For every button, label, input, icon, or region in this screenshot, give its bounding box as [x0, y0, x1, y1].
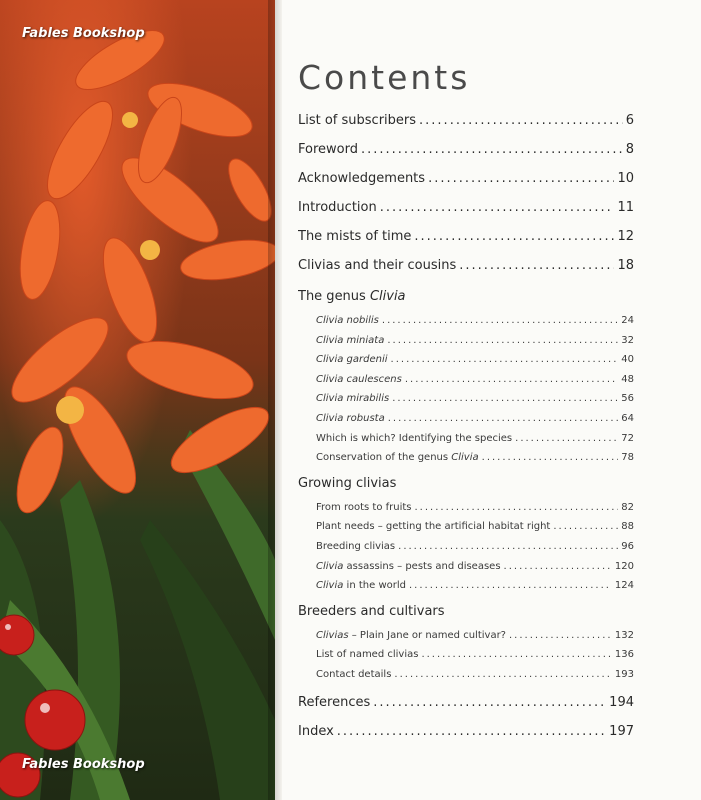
toc-page-number: 78 — [621, 452, 634, 464]
toc-page-number: 40 — [621, 354, 634, 366]
watermark-bottom: Fables Bookshop — [22, 757, 145, 772]
dot-leader — [373, 692, 606, 714]
toc-page-number: 96 — [621, 540, 634, 552]
dot-leader — [387, 332, 618, 349]
toc-entry-label: Breeding clivias — [316, 540, 396, 552]
dot-leader — [515, 430, 618, 447]
toc-entry-label: Clivia caulescens — [316, 373, 402, 385]
toc-entry-label: Clivia mirabilis — [316, 393, 390, 405]
toc-entry-acknowledgements — [298, 168, 634, 197]
section-heading-label: Growing clivias — [298, 475, 397, 491]
section-heading-label — [298, 284, 406, 310]
toc-entry-introduction — [298, 197, 634, 226]
toc-subentry — [298, 646, 634, 666]
label-italic: Clivias — [316, 629, 349, 641]
dot-leader — [504, 558, 612, 575]
dot-leader — [421, 646, 611, 663]
toc-subentry — [298, 499, 634, 519]
clivia-flowers-illustration — [0, 0, 275, 800]
spine-shadow — [268, 0, 282, 800]
section-heading-breeders — [298, 599, 634, 627]
toc-page-number: 88 — [621, 521, 634, 533]
toc-page-number: 6 — [625, 113, 634, 128]
toc-entry-label — [316, 627, 506, 644]
table-of-contents — [298, 110, 634, 750]
toc-entry-label — [316, 449, 479, 466]
toc-subentry — [298, 390, 634, 410]
toc-page-number: 197 — [609, 723, 634, 739]
toc-page-number: 120 — [614, 560, 634, 572]
toc-page-number: 82 — [621, 501, 634, 513]
heading-text: The genus — [298, 289, 370, 304]
toc-subentry — [298, 666, 634, 686]
toc-page-number: 48 — [621, 373, 634, 385]
label-text: assassins – pests and diseases — [343, 560, 501, 572]
dot-leader — [382, 312, 618, 329]
toc-entry-subscribers — [298, 110, 634, 139]
toc-subentry — [298, 430, 634, 450]
toc-entry-label: Clivia miniata — [316, 334, 385, 346]
toc-entry-cousins — [298, 255, 634, 284]
dot-leader — [398, 538, 618, 555]
toc-entry-label: Clivia nobilis — [316, 315, 379, 326]
toc-entry-label: Introduction — [298, 200, 377, 215]
label-text: in the world — [343, 580, 406, 592]
toc-entry-label: Foreword — [298, 142, 358, 157]
toc-entry-label — [316, 558, 501, 575]
toc-subentry — [298, 332, 634, 352]
toc-entry-label: From roots to fruits — [316, 501, 412, 513]
toc-entry-label — [316, 577, 406, 594]
toc-entry-label: Clivia robusta — [316, 412, 385, 424]
dot-leader — [392, 390, 618, 407]
toc-page-number: 132 — [614, 629, 634, 641]
toc-page-number: 72 — [621, 432, 634, 444]
toc-subentry — [298, 410, 634, 430]
toc-entry-label: Which is which? Identifying the species — [316, 432, 513, 444]
dot-leader — [415, 499, 619, 516]
toc-page-number: 10 — [617, 171, 634, 186]
toc-page-number: 56 — [621, 393, 634, 405]
toc-entry-label: Clivia gardenii — [316, 354, 388, 366]
heading-italic: Clivia — [369, 289, 406, 304]
page-title: Contents — [298, 58, 471, 97]
toc-entry-label: List of subscribers — [298, 113, 417, 128]
toc-entry-index — [298, 721, 634, 750]
label-text: Conservation of the genus — [316, 452, 452, 464]
label-italic: Clivia — [316, 560, 344, 572]
toc-subentry — [298, 538, 634, 558]
toc-page-number: 18 — [617, 258, 634, 273]
dot-leader — [394, 666, 612, 683]
section-heading-genus — [298, 284, 634, 312]
toc-subentry — [298, 449, 634, 469]
toc-subentry — [298, 558, 634, 578]
toc-page-number: 11 — [617, 200, 634, 215]
toc-page-number: 124 — [614, 580, 634, 592]
dot-leader — [553, 518, 618, 535]
toc-page-number: 64 — [621, 412, 634, 424]
toc-entry-label: Index — [298, 723, 334, 739]
toc-subentry — [298, 351, 634, 371]
toc-page-number: 194 — [609, 694, 634, 710]
toc-entry-label: Plant needs – getting the artificial habitat right — [316, 521, 551, 533]
toc-page-number: 32 — [621, 334, 634, 346]
dot-leader — [419, 110, 623, 132]
toc-entry-label: References — [298, 694, 371, 710]
toc-entry-label: Clivias and their cousins — [298, 258, 457, 273]
label-italic: Clivia — [316, 580, 344, 592]
toc-subentry — [298, 577, 634, 597]
dot-leader — [509, 627, 612, 644]
dot-leader — [482, 449, 619, 466]
label-italic: Clivia — [451, 452, 479, 464]
label-text: – Plain Jane or named cultivar? — [348, 629, 506, 641]
toc-subentry — [298, 371, 634, 391]
section-heading-label: Breeders and cultivars — [298, 603, 445, 619]
toc-page-number: 8 — [625, 142, 634, 157]
toc-entry-label: The mists of time — [298, 229, 412, 244]
toc-subentry — [298, 518, 634, 538]
dot-leader — [391, 351, 619, 368]
toc-page-number: 24 — [621, 315, 634, 326]
dot-leader — [459, 255, 614, 277]
dot-leader — [337, 721, 606, 743]
toc-page-number: 136 — [614, 649, 634, 661]
dot-leader — [428, 168, 614, 190]
toc-entry-mists-of-time — [298, 226, 634, 255]
section-heading-growing — [298, 471, 634, 499]
toc-entry-label: List of named clivias — [316, 649, 419, 661]
dot-leader — [405, 371, 618, 388]
dot-leader — [361, 139, 623, 161]
toc-entry-foreword — [298, 139, 634, 168]
toc-subentry — [298, 627, 634, 647]
cover-photo — [0, 0, 275, 800]
toc-page-number: 12 — [617, 229, 634, 244]
watermark-top: Fables Bookshop — [22, 26, 145, 41]
dot-leader — [414, 226, 614, 248]
dot-leader — [388, 410, 619, 427]
toc-entry-label: Acknowledgements — [298, 171, 426, 186]
toc-page-number: 193 — [614, 668, 634, 680]
dot-leader — [409, 577, 612, 594]
toc-subentry — [298, 312, 634, 332]
dot-leader — [380, 197, 615, 219]
toc-entry-references — [298, 692, 634, 721]
toc-entry-label: Contact details — [316, 668, 392, 680]
